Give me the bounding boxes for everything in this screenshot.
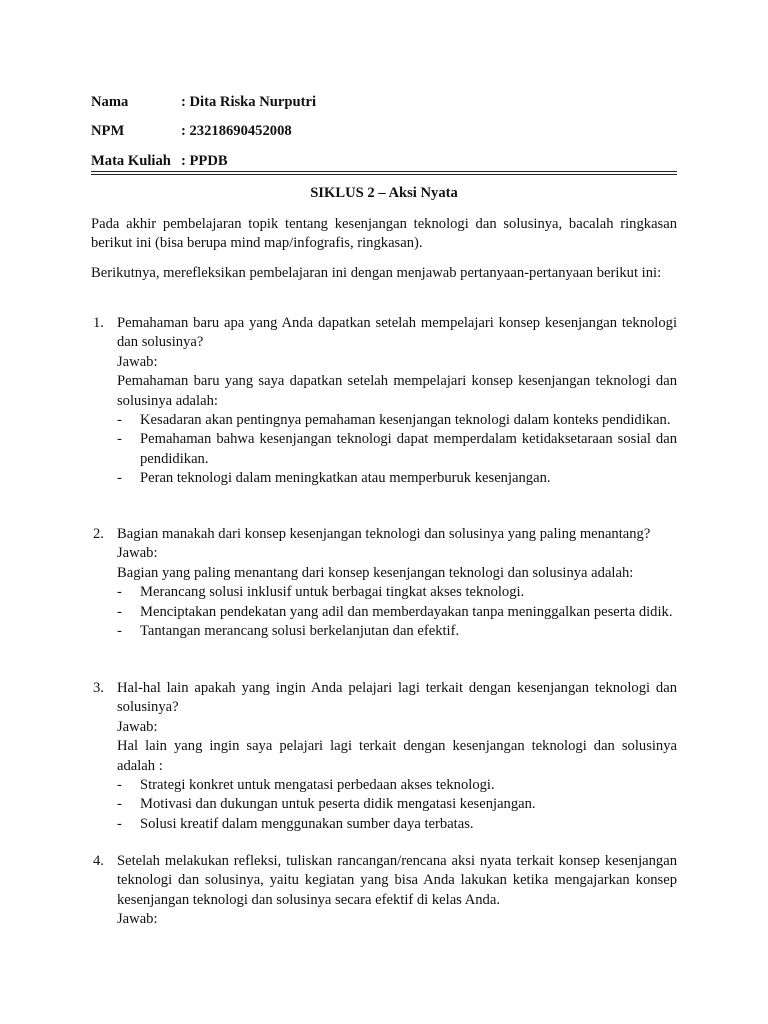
matkul-value: : PPDB xyxy=(181,153,228,169)
bullet-text: Motivasi dan dukungan untuk peserta didik mengatasi kesenjangan. xyxy=(140,796,536,813)
question-text: Bagian manakah dari konsep kesenjangan teknologi dan solusinya yang paling menantang? xyxy=(117,526,651,542)
header-matkul-row xyxy=(91,153,228,170)
nama-label: Nama xyxy=(91,94,129,110)
answer-bullet xyxy=(117,622,677,641)
question-text: Pemahaman baru apa yang Anda dapatkan setelah mempelajari konsep kesenjangan teknologi dan solusinya? xyxy=(117,315,677,351)
question-number: 3. xyxy=(93,680,104,696)
bullet-text: Strategi konkret untuk mengatasi perbedaan akses teknologi. xyxy=(140,777,495,794)
bullet-dash: - xyxy=(117,623,122,640)
bullet-dash: - xyxy=(117,603,122,620)
answer-bullet xyxy=(117,469,677,488)
answer-bullet-list xyxy=(117,583,677,641)
bullet-text: Pemahaman bahwa kesenjangan teknologi dapat memperdalam ketidaksetaraan sosial dan pendidikan. xyxy=(140,431,677,467)
answer-bullet xyxy=(117,795,677,814)
answer-bullet xyxy=(117,603,677,622)
bullet-text: Tantangan merancang solusi berkelanjutan dan efektif. xyxy=(140,623,460,640)
bullet-dash: - xyxy=(117,431,122,448)
header-nama-row xyxy=(91,94,316,111)
question-item-2 xyxy=(91,525,677,641)
answer-label: Jawab: xyxy=(117,545,158,562)
intro-paragraph-1: Pada akhir pembelajaran topik tentang kesenjangan teknologi dan solusinya, bacalah ringkasan berikut ini (bisa berupa mind map/infografis, ringkasan). xyxy=(91,216,677,252)
answer-bullet xyxy=(117,815,677,834)
answer-label: Jawab: xyxy=(117,718,158,735)
page-title: SIKLUS 2 – Aksi Nyata xyxy=(310,185,458,201)
question-text: Setelah melakukan refleksi, tuliskan rancangan/rencana aksi nyata terkait konsep kesenjangan teknologi dan solusinya, yaitu kegiatan yang bisa Anda lakukan ketika mengajarkan konsep kesenjangan teknologi dan solusinya secara efektif di kelas Anda. xyxy=(117,853,677,908)
npm-label: NPM xyxy=(91,123,125,139)
answer-bullet-list xyxy=(117,411,677,489)
question-text: Hal-hal lain apakah yang ingin Anda pelajari lagi terkait dengan kesenjangan teknologi dan solusinya? xyxy=(117,680,677,716)
answer-bullet-list xyxy=(117,776,677,834)
question-number: 4. xyxy=(93,853,104,869)
bullet-text: Kesadaran akan pentingnya pemahaman kesenjangan teknologi dalam konteks pendidikan. xyxy=(140,412,671,429)
header-divider-bottom xyxy=(91,174,677,175)
answer-bullet xyxy=(117,411,677,430)
bullet-text: Merancang solusi inklusif untuk berbagai tingkat akses teknologi. xyxy=(140,584,525,601)
answer-text: Hal lain yang ingin saya pelajari lagi terkait dengan kesenjangan teknologi dan solusinya adalah : xyxy=(117,738,677,774)
header-divider-top xyxy=(91,171,677,172)
header-npm-row xyxy=(91,123,292,140)
npm-value: : 23218690452008 xyxy=(181,123,292,139)
bullet-text: Peran teknologi dalam meningkatkan atau memperburuk kesenjangan. xyxy=(140,470,551,487)
answer-label: Jawab: xyxy=(117,911,158,928)
answer-bullet xyxy=(117,430,677,469)
question-item-1 xyxy=(91,314,677,489)
bullet-dash: - xyxy=(117,584,122,601)
answer-bullet xyxy=(117,776,677,795)
bullet-dash: - xyxy=(117,777,122,794)
nama-value: : Dita Riska Nurputri xyxy=(181,94,316,110)
matkul-label: Mata Kuliah xyxy=(91,153,171,169)
bullet-dash: - xyxy=(117,470,122,487)
intro-paragraph-2: Berikutnya, merefleksikan pembelajaran ini dengan menjawab pertanyaan-pertanyaan berikut ini: xyxy=(91,265,662,281)
bullet-dash: - xyxy=(117,412,122,429)
question-number: 2. xyxy=(93,526,104,542)
question-number: 1. xyxy=(93,315,104,331)
bullet-dash: - xyxy=(117,815,122,832)
bullet-text: Solusi kreatif dalam menggunakan sumber daya terbatas. xyxy=(140,815,474,832)
answer-text: Pemahaman baru yang saya dapatkan setelah mempelajari konsep kesenjangan teknologi dan solusinya adalah: xyxy=(117,373,677,409)
question-item-4 xyxy=(91,852,677,930)
answer-label: Jawab: xyxy=(117,353,158,370)
bullet-dash: - xyxy=(117,796,122,813)
answer-text: Bagian yang paling menantang dari konsep kesenjangan teknologi dan solusinya adalah: xyxy=(117,564,634,581)
answer-bullet xyxy=(117,583,677,602)
bullet-text: Menciptakan pendekatan yang adil dan memberdayakan tanpa meninggalkan peserta didik. xyxy=(140,603,673,620)
question-item-3 xyxy=(91,679,677,834)
